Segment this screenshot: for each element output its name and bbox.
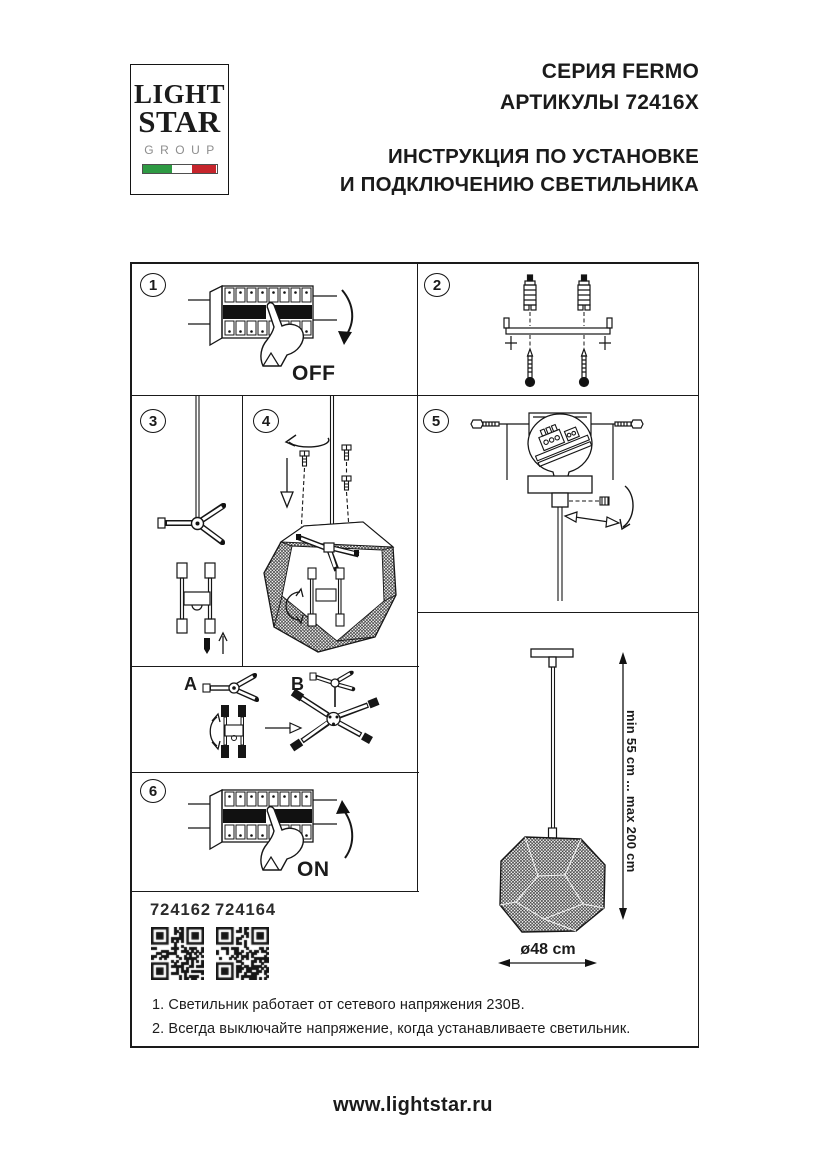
screw-icon	[580, 349, 589, 387]
arrow-up-icon	[219, 633, 227, 654]
note-line-2: 2. Всегда выключайте напряжение, когда устанавливаете светильник.	[152, 1021, 631, 1037]
table-border-bottom	[130, 1046, 699, 1048]
step1-number: 1	[148, 276, 158, 294]
pendant-lamp-illustration	[417, 613, 699, 1046]
qr-code-724162	[151, 927, 204, 980]
machine-screw-icon	[300, 451, 309, 466]
variant-a-assembly	[203, 673, 259, 758]
variant-ab-illustration	[130, 667, 418, 772]
header-title-block	[500, 56, 699, 118]
on-label: ON	[297, 858, 330, 881]
series-title: СЕРИЯ FERMO	[541, 60, 699, 83]
bolt-icon	[615, 420, 643, 428]
machine-screw-icon	[342, 476, 351, 490]
instruction-title-block	[340, 143, 699, 198]
mounting-bracket-icon	[504, 318, 612, 350]
step4-number: 4	[261, 412, 271, 430]
faceted-shade-icon	[264, 522, 396, 652]
ceiling-plate-icon	[531, 649, 573, 657]
suspension-dimension-label: min 55 cm ... max 200 cm	[624, 710, 639, 873]
article-number-2: 724164	[215, 901, 277, 919]
logo-word-group: GROUP	[144, 143, 221, 157]
logo-word-star: STAR	[138, 104, 221, 139]
off-label: OFF	[292, 362, 336, 385]
articles-title: АРТИКУЛЫ 72416X	[500, 91, 699, 114]
step2-number: 2	[432, 276, 442, 294]
breaker-off-illustration	[130, 262, 418, 395]
website-url: www.lightstar.ru	[333, 1094, 493, 1116]
standoff-posts-icon	[177, 563, 215, 633]
shade-icon	[500, 837, 605, 932]
instruction-line-1: ИНСТРУКЦИЯ ПО УСТАНОВКЕ	[388, 145, 699, 168]
article-number-1: 724162	[150, 901, 212, 919]
italian-flag-icon	[142, 164, 218, 174]
arrow-down-outline-icon	[281, 458, 293, 507]
bolt-icon	[471, 420, 499, 428]
step6-number: 6	[148, 782, 158, 800]
double-arrow-icon	[565, 512, 619, 527]
mounting-hardware-illustration	[418, 262, 699, 395]
canopy-icon	[528, 476, 592, 493]
variant-b-label: B	[291, 674, 304, 694]
wall-anchor-icon	[578, 275, 590, 310]
small-screw-icon	[204, 638, 210, 654]
machine-screw-icon	[342, 445, 351, 460]
note-line-1: 1. Светильник работает от сетевого напряжения 230В.	[152, 997, 525, 1013]
rotate-arrow-icon	[286, 435, 329, 447]
transition-arrow-icon	[265, 723, 301, 733]
wall-anchor-icon	[524, 275, 536, 310]
arrow-up-icon	[336, 800, 352, 858]
flag-green-stripe	[143, 165, 173, 173]
variant-b-assembly	[292, 671, 378, 748]
arrow-down-icon	[338, 290, 352, 345]
rotate-arc-icon	[620, 486, 633, 529]
instruction-line-2: И ПОДКЛЮЧЕНИЮ СВЕТИЛЬНИКА	[339, 172, 699, 196]
rod-spider-illustration	[130, 396, 242, 667]
breaker-on-illustration	[130, 773, 418, 891]
lightstar-logo	[130, 64, 229, 195]
rotate-arc-icon	[210, 714, 220, 749]
divider-under-step6	[130, 891, 419, 892]
screw-icon	[526, 349, 535, 387]
flag-white-stripe	[172, 165, 192, 173]
step5-number: 5	[431, 412, 441, 430]
step3-number: 3	[148, 412, 158, 430]
diameter-dimension-label: ø48 cm	[520, 941, 576, 958]
canopy-mounting-illustration	[417, 396, 699, 613]
diameter-dimension-line	[498, 959, 597, 967]
spider-arms-icon	[158, 503, 226, 545]
flag-red-stripe	[192, 165, 216, 173]
shade-assembly-illustration	[242, 396, 417, 667]
variant-a-label: A	[184, 674, 197, 694]
logo-word-light: LIGHT	[133, 79, 226, 109]
qr-code-724164	[216, 927, 269, 980]
set-screw-icon	[569, 497, 609, 505]
